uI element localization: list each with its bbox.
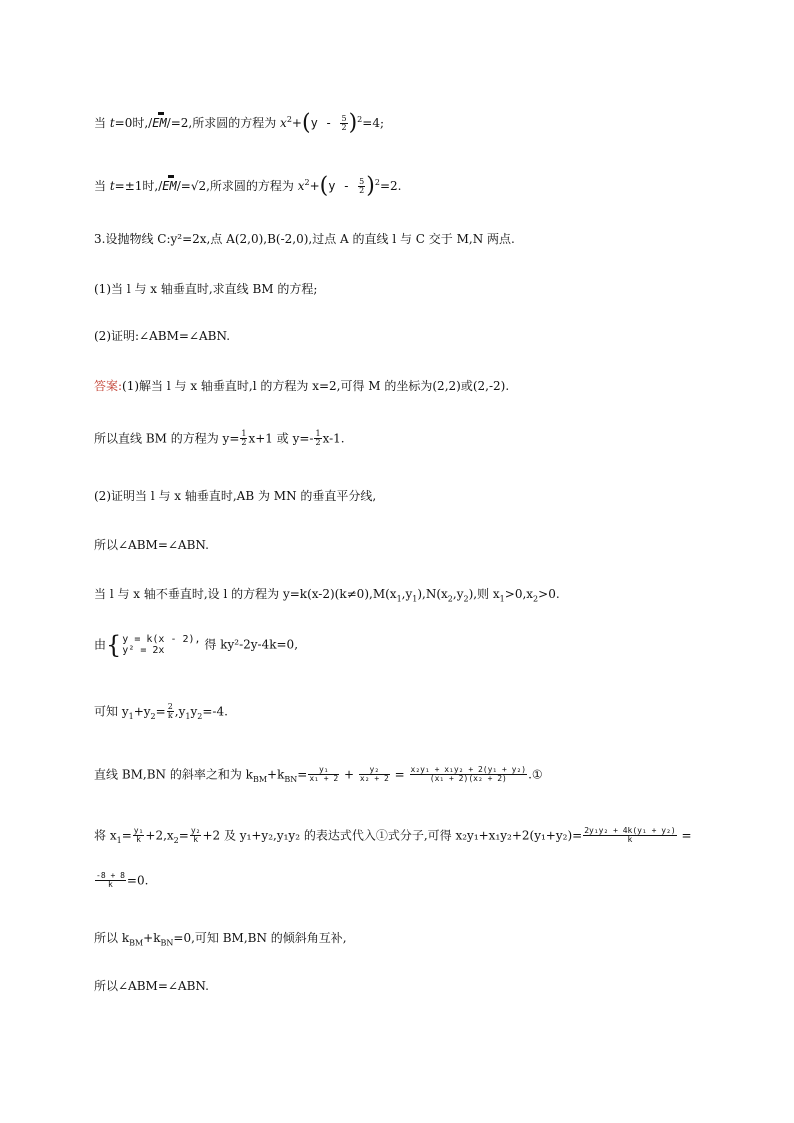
equation: y² = 2x (122, 645, 165, 656)
var-t: t (109, 116, 115, 130)
subscript: 1 (412, 594, 418, 604)
subscript: 2 (463, 594, 469, 604)
slope-conclusion (94, 932, 347, 947)
exponent: 2 (357, 115, 363, 124)
line-case-t1 (94, 175, 401, 198)
denominator: 2 (315, 438, 321, 448)
question-1: (1)当 l 与 x 轴垂直时,求直线 BM 的方程; (94, 282, 318, 296)
text: +2,x (145, 828, 174, 843)
proof-vertical-case: (2)证明当 l 与 x 轴垂直时,AB 为 MN 的垂直平分线, (94, 489, 377, 503)
line-case-t0 (94, 112, 384, 135)
substitution-result (94, 872, 148, 890)
vieta-line (94, 703, 228, 721)
denominator: 2 (241, 438, 247, 448)
text: >0,x (504, 587, 534, 601)
denominator: 2 (341, 123, 347, 132)
subscript: 1 (499, 594, 505, 604)
proof-conclusion-1: 所以∠ABM=∠ABN. (94, 538, 209, 552)
text: + (309, 179, 320, 193)
text: x-1. (322, 431, 345, 446)
exponent: 2 (304, 178, 310, 187)
text: ),N(x (417, 587, 448, 601)
vector-em: EM (152, 112, 166, 129)
equation-system (122, 634, 200, 657)
abs-bar: / (166, 116, 171, 130)
subscript: 1 (116, 835, 122, 845)
subscript: 1 (128, 711, 134, 721)
denominator: k (167, 711, 173, 721)
exponent: 2 (286, 115, 292, 124)
subscript: BN (284, 774, 298, 784)
var-x: x (280, 116, 287, 130)
question-2: (2)证明:∠ABM=∠ABN. (94, 329, 231, 343)
paren-open: ( (319, 173, 329, 199)
numerator: 1 (241, 429, 247, 438)
numerator: -8 + 8 (96, 871, 125, 880)
text: 可知 y (94, 704, 129, 719)
denominator: k (627, 835, 633, 845)
text: =4; (362, 116, 384, 130)
fraction (167, 703, 174, 721)
text: 所以 k (94, 931, 130, 945)
subscript: 1 (185, 711, 191, 721)
vector-em: EM (162, 175, 176, 192)
text: 当 (94, 179, 110, 193)
numerator: 5 (341, 113, 347, 123)
text: x+1 或 y=- (248, 431, 314, 446)
abs-bar: / (148, 116, 153, 130)
brace: { (106, 631, 122, 659)
denominator: 2 (359, 186, 365, 195)
denominator: x₁ + 2 (309, 774, 339, 784)
text: 直线 BM,BN 的斜率之和为 k (94, 767, 253, 782)
denominator: k (108, 880, 113, 890)
numerator: y₁ (133, 826, 144, 835)
text: = (178, 828, 189, 843)
text: = (390, 767, 409, 782)
numerator: 1 (315, 429, 321, 438)
fraction (359, 766, 390, 784)
denominator: (x₁ + 2)(x₂ + 2) (429, 774, 507, 784)
text: = (155, 704, 166, 719)
fraction (240, 430, 247, 448)
numerator: y₂ (359, 766, 390, 775)
text: 当 (94, 116, 110, 130)
text: 得 ky²-2y-4k=0, (200, 637, 299, 652)
text: =0时, (114, 116, 149, 130)
text: +k (267, 767, 285, 782)
subscript: 2 (197, 711, 203, 721)
text: + (291, 116, 302, 130)
numerator: x₂y₁ + x₁y₂ + 2(y₁ + y₂) (410, 765, 527, 774)
fraction (314, 430, 321, 448)
text: =2. (379, 179, 402, 193)
text: =0. (126, 873, 149, 888)
problem-statement: 3.设抛物线 C:y²=2x,点 A(2,0),B(-2,0),过点 A 的直线 l 与 C 交于 M,N 两点. (94, 232, 515, 246)
expr: y - (310, 116, 340, 130)
text: 当 l 与 x 轴不垂直时,设 l 的方程为 y=k(x-2)(k≠0),M(x (94, 587, 397, 601)
text: =√2,所求圆的方程为 (180, 179, 298, 193)
expr: y - (328, 179, 358, 193)
paren-close: ) (366, 173, 375, 199)
fraction (340, 115, 347, 133)
text: + (340, 767, 358, 782)
equation-system-line (94, 633, 298, 657)
text: =-4. (202, 704, 228, 719)
text: 将 x (94, 828, 117, 843)
text: 所以直线 BM 的方程为 y= (94, 431, 240, 446)
text: = (297, 767, 308, 782)
paren-open: ( (301, 110, 311, 136)
text: y (190, 704, 198, 719)
subscript: 2 (173, 835, 179, 845)
answer-text: (1)解当 l 与 x 轴垂直时,l 的方程为 x=2,可得 M 的坐标为(2,2)或(2,-2). (122, 379, 510, 393)
subscript: 1 (396, 594, 402, 604)
text: = (677, 828, 692, 843)
text: ,y (401, 587, 413, 601)
text: >0. (538, 587, 560, 601)
denominator: x₂ + 2 (359, 774, 389, 784)
subscript: 2 (447, 594, 453, 604)
fraction (583, 827, 677, 845)
exponent: 2 (374, 178, 380, 187)
text: +2 及 y₁+y₂,y₁y₂ 的表达式代入①式分子,可得 x₂y₁+x₁y₂+2(y₁+y₂)= (202, 828, 583, 843)
answer-line (94, 380, 509, 392)
text: 由 (94, 637, 107, 652)
proof-nonvertical-case (94, 588, 560, 603)
fraction (308, 766, 339, 784)
text: =±1时, (114, 179, 159, 193)
fraction (190, 827, 202, 845)
subscript: 2 (150, 711, 156, 721)
text: .① (528, 767, 543, 782)
fraction (95, 872, 126, 890)
text: +y (133, 704, 151, 719)
abs-bar: / (176, 179, 181, 193)
substitution-line (94, 827, 692, 845)
denominator: k (136, 835, 141, 845)
subscript: BM (252, 774, 268, 784)
subscript: BM (129, 938, 144, 948)
abs-bar: / (158, 179, 163, 193)
paren-close: ) (348, 110, 358, 136)
answer-label: 答案: (94, 379, 123, 393)
fraction (410, 766, 528, 784)
denominator: k (193, 835, 199, 845)
equation: y = k(x - 2), (122, 633, 201, 645)
numerator: y₁ (308, 766, 339, 775)
text: +k (143, 931, 161, 945)
text: ,y (452, 587, 464, 601)
slope-sum-line (94, 766, 543, 784)
text: ),则 x (468, 587, 500, 601)
text: =0,可知 BM,BN 的倾斜角互补, (173, 931, 347, 945)
fraction (133, 827, 145, 845)
var-x: x (297, 179, 305, 193)
numerator: y₂ (190, 826, 201, 835)
var-t: t (109, 179, 115, 193)
text: ,y (174, 704, 186, 719)
line-bm-equation (94, 430, 345, 448)
subscript: 2 (533, 594, 539, 604)
numerator: 2y₁y₂ + 4k(y₁ + y₂) (584, 826, 676, 835)
fraction (358, 178, 365, 196)
numerator: 2 (167, 702, 173, 711)
text: =2,所求圆的方程为 (170, 116, 281, 130)
final-conclusion: 所以∠ABM=∠ABN. (94, 979, 209, 993)
text: = (121, 828, 132, 843)
subscript: BN (160, 938, 174, 948)
numerator: 5 (359, 176, 365, 186)
